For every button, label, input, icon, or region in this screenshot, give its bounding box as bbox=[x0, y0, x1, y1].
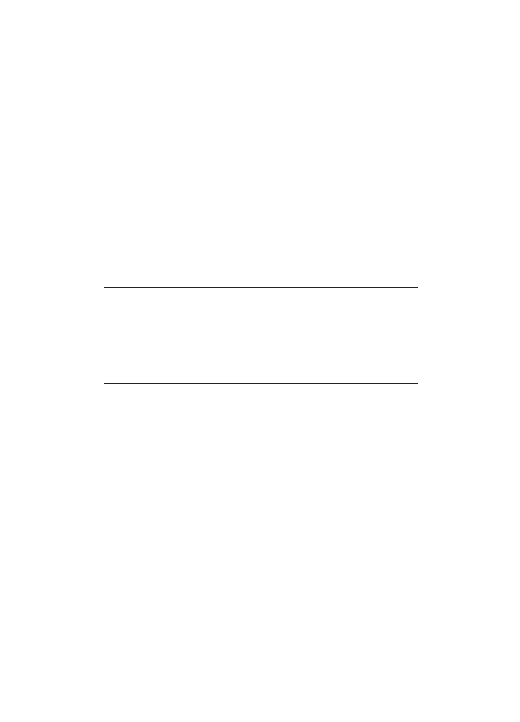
cip-bottom-rule bbox=[104, 383, 418, 384]
printing-details bbox=[0, 596, 520, 696]
publisher-block bbox=[0, 524, 520, 594]
editorial-credits bbox=[0, 388, 520, 426]
cip-top-rule bbox=[104, 287, 418, 288]
cip-data-block bbox=[104, 292, 418, 380]
intro-body bbox=[104, 64, 418, 222]
